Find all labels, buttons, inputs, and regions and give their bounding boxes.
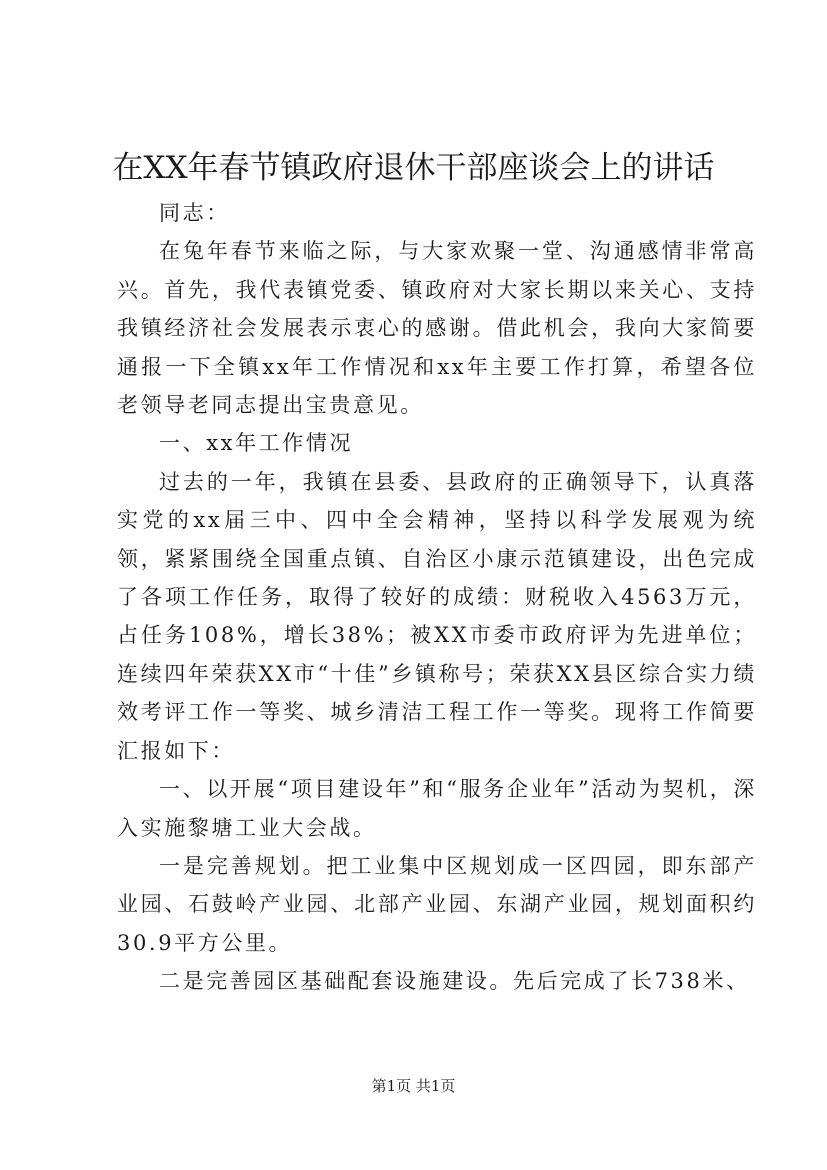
paragraph-infrastructure: 二是完善园区基础配套设施建设。先后完成了长738米、 (159, 969, 750, 994)
page-number-footer: 第1页 共1页 (371, 1077, 456, 1095)
salutation: 同志： (159, 201, 230, 225)
paragraph-summary: 过去的一年，我镇在县委、县政府的正确领导下，认真落实党的xx届三中、四中全会精神，坚持以科学发展观为统领，紧紧围绕全国重点镇、自治区小康示范镇建设，出色完成了各项工作任务，取得了较好的成绩：财税收入4563万元，占任务108%，增长38%；被XX市委市政府评为先进单位；连续四年荣获XX市“十佳”乡镇称号；荣获XX县区综合实力绩效考评工作一等奖、城乡清洁工程工作一等奖。现将工作简要汇报如下： (117, 469, 757, 763)
section-heading: 一、xx年工作情况 (159, 431, 354, 456)
paragraph-planning: 一是完善规划。把工业集中区规划成一区四园，即东部产业园、石鼓岭产业园、北部产业园、东湖产业园，规划面积约30.9平方公里。 (117, 853, 757, 955)
document-body (117, 194, 757, 1001)
paragraph-intro: 在兔年春节来临之际，与大家欢聚一堂、沟通感情非常高兴。首先，我代表镇党委、镇政府对大家长期以来关心、支持我镇经济社会发展表示衷心的感谢。借此机会，我向大家简要通报一下全镇xx年工作情况和xx年主要工作打算，希望各位老领导老同志提出宝贵意见。 (117, 239, 757, 418)
subsection-heading: 一、以开展“项目建设年”和“服务企业年”活动为契机，深入实施黎塘工业大会战。 (117, 777, 757, 840)
document-title: 在XX年春节镇政府退休干部座谈会上的讲话 (112, 150, 715, 186)
